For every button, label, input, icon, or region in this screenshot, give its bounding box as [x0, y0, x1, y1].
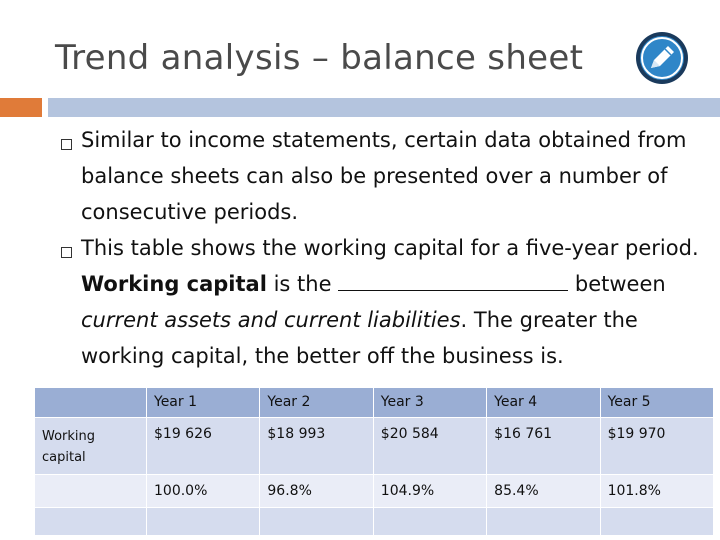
table-cell	[600, 508, 713, 536]
bullet-marker-icon	[61, 139, 72, 150]
table-cell: $19 970	[600, 418, 713, 475]
table-cell	[487, 508, 600, 536]
header-cell: Year 4	[487, 388, 600, 418]
bullet-1-text: Similar to income statements, certain data obtained from balance sheets can also be presented over a number of consecutive periods.	[81, 128, 687, 224]
row-label	[35, 475, 147, 508]
table-cell: $16 761	[487, 418, 600, 475]
accent-bar-blue	[48, 98, 720, 117]
row-label: Working capital	[35, 418, 147, 475]
slide-title: Trend analysis – balance sheet	[55, 38, 584, 78]
pencil-icon	[634, 30, 690, 86]
bullet-2-text: This table shows the working capital for a five-year period. Working capital is the between current assets and current liabilities. The greater the working capital, the better off the business is.	[81, 236, 699, 368]
table-header-row	[35, 388, 714, 418]
table-row	[35, 475, 714, 508]
table-row	[35, 508, 714, 536]
table-cell	[147, 508, 260, 536]
table-cell: 100.0%	[147, 475, 260, 508]
table-cell: $19 626	[147, 418, 260, 475]
table-cell	[373, 508, 486, 536]
table-cell: 104.9%	[373, 475, 486, 508]
header-cell: Year 1	[147, 388, 260, 418]
table-row	[35, 418, 714, 475]
table-cell: 101.8%	[600, 475, 713, 508]
table-cell: $20 584	[373, 418, 486, 475]
table-cell: $18 993	[260, 418, 373, 475]
accent-bar-orange	[0, 98, 42, 117]
row-label	[35, 508, 147, 536]
header-cell	[35, 388, 147, 418]
working-capital-table	[34, 387, 714, 536]
table-cell: 85.4%	[487, 475, 600, 508]
fill-in-blank	[338, 269, 568, 291]
header-cell: Year 5	[600, 388, 713, 418]
table-cell: 96.8%	[260, 475, 373, 508]
table-cell	[260, 508, 373, 536]
bullet-marker-icon	[61, 247, 72, 258]
header-cell: Year 2	[260, 388, 373, 418]
header-cell: Year 3	[373, 388, 486, 418]
working-capital-term: Working capital	[81, 272, 267, 296]
